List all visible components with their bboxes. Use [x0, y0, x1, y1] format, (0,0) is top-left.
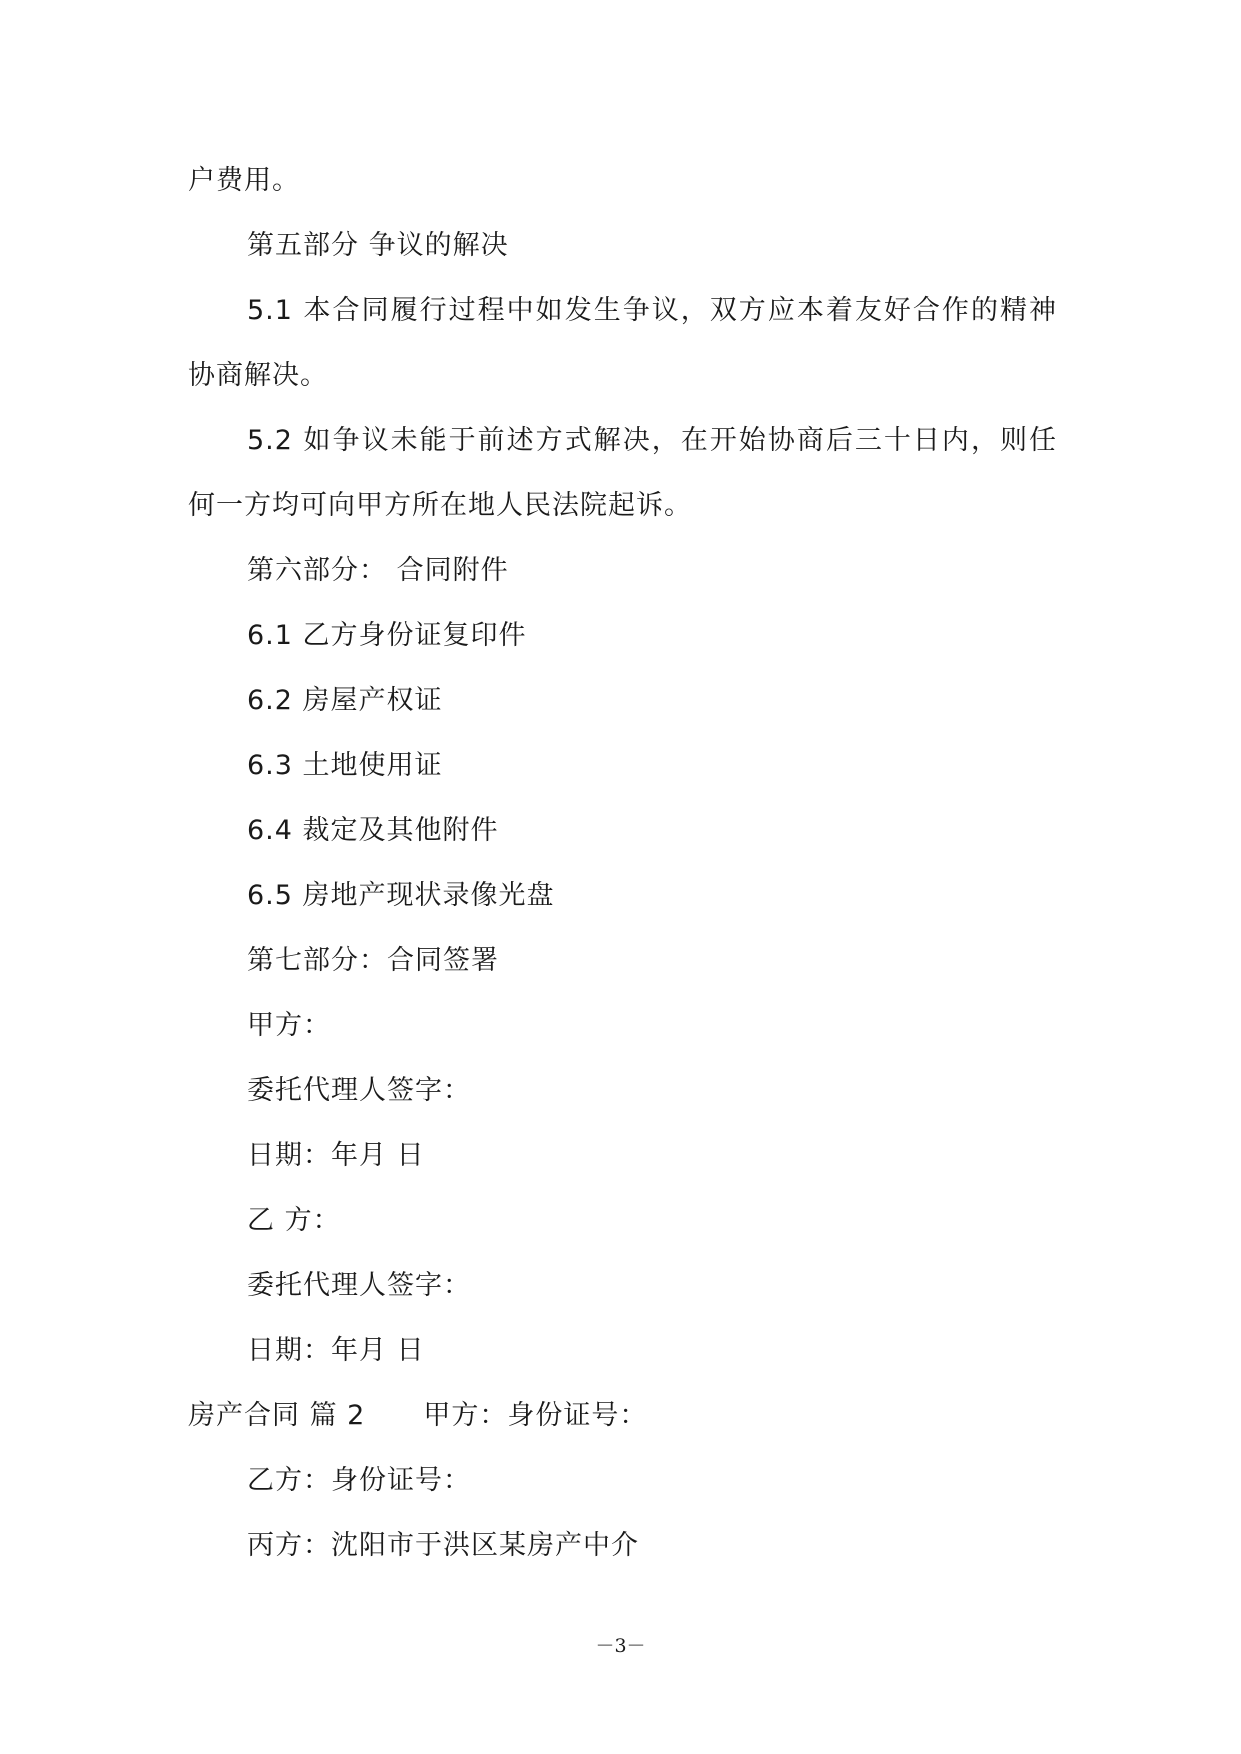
signature-field: 甲方： — [247, 1010, 331, 1041]
section-heading: 第七部分：合同签署 — [247, 945, 499, 976]
list-item: 6.3 土地使用证 — [247, 750, 443, 781]
contract-heading-line — [188, 1399, 647, 1433]
date-field: 日期：年月 日 — [247, 1140, 425, 1171]
section-heading: 第五部分 争议的解决 — [247, 230, 509, 261]
contract-title: 房产合同 篇 2 — [188, 1400, 366, 1431]
list-item: 6.4 裁定及其他附件 — [247, 815, 499, 846]
signature-field: 乙 方： — [247, 1205, 341, 1236]
date-field: 日期：年月 日 — [247, 1335, 425, 1366]
list-item: 6.5 房地产现状录像光盘 — [247, 880, 555, 911]
paragraph-line: 5.2 如争议未能于前述方式解决，在开始协商后三十日内，则任 — [247, 425, 1057, 456]
paragraph-line: 5.1 本合同履行过程中如发生争议，双方应本着友好合作的精神 — [247, 295, 1057, 326]
list-item: 6.1 乙方身份证复印件 — [247, 620, 527, 651]
paragraph-line: 何一方均可向甲方所在地人民法院起诉。 — [188, 490, 692, 521]
paragraph-line: 户费用。 — [188, 165, 300, 196]
paragraph-line: 协商解决。 — [188, 360, 328, 391]
party-b-field: 乙方：身份证号： — [247, 1465, 471, 1496]
signature-field: 委托代理人签字： — [247, 1270, 471, 1301]
page-number: －3－ — [595, 1635, 646, 1657]
list-item: 6.2 房屋产权证 — [247, 685, 443, 716]
party-a-field: 甲方：身份证号： — [423, 1400, 648, 1431]
signature-field: 委托代理人签字： — [247, 1075, 471, 1106]
section-heading: 第六部分： 合同附件 — [247, 555, 509, 586]
party-c-field: 丙方：沈阳市于洪区某房产中介 — [247, 1530, 639, 1561]
